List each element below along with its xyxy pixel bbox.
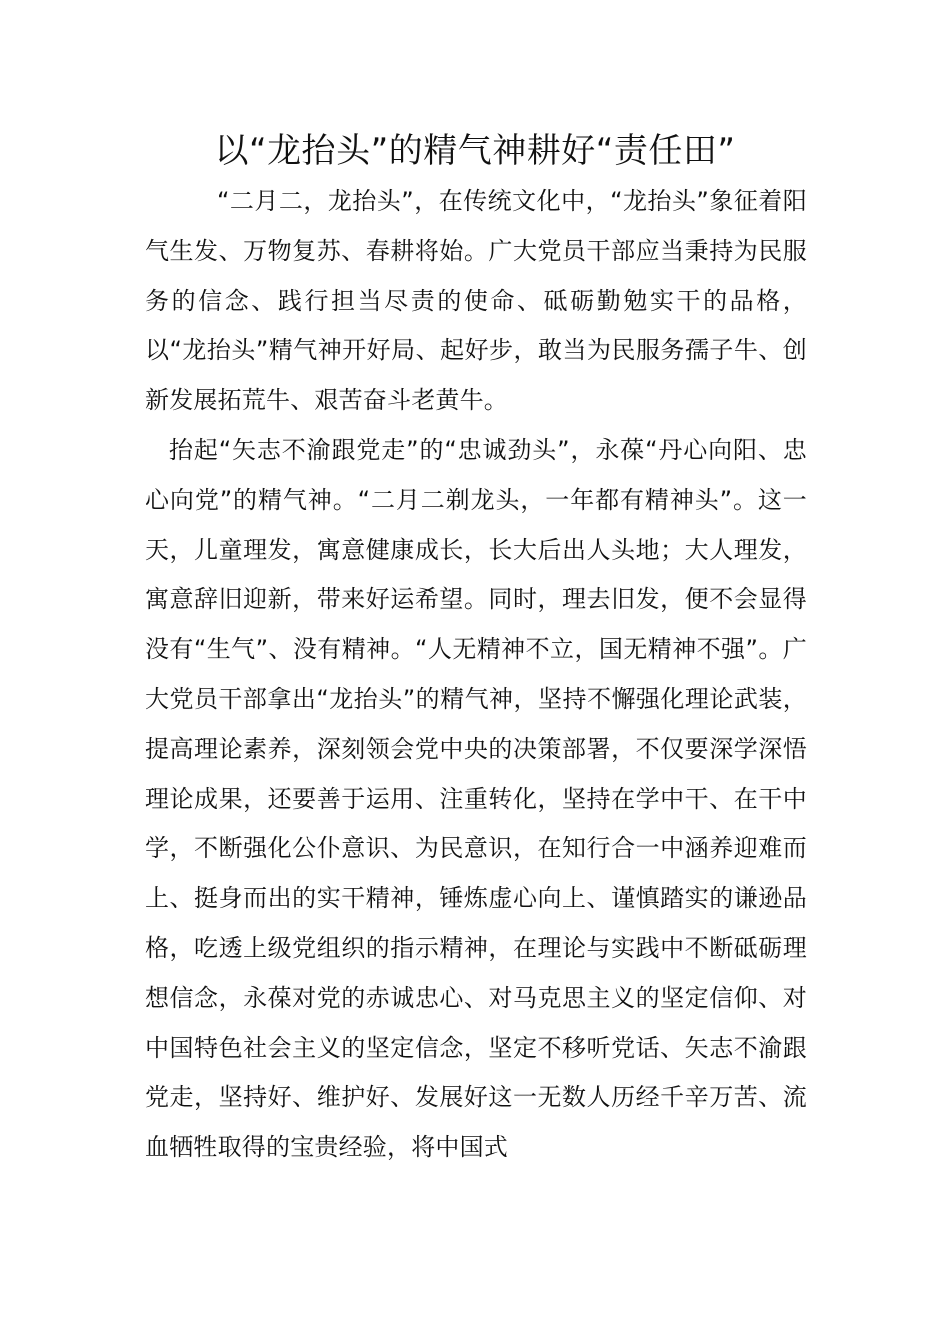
paragraph-2: 抬起“矢志不渝跟党走”的“忠诚劲头”，永葆“丹心向阳、忠心向党”的精气神。“二月二剃龙头，一年都有精神头”。这一天，儿童理发，寓意健康成长，长大后出人头地；大人理发，寓意辞旧迎新，带来好运希望。同时，理去旧发，便不会显得没有“生气”、没有精神。“人无精神不立，国无精神不强”。广大党员干部拿出“龙抬头”的精气神，坚持不懈强化理论武装，提高理论素养，深刻领会党中央的决策部署，不仅要深学深悟理论成果，还要善于运用、注重转化，坚持在学中干、在干中学，不断强化公仆意识、为民意识，在知行合一中涵养迎难而上、挺身而出的实干精神，锤炼虚心向上、谨慎踏实的谦逊品格，吃透上级党组织的指示精神，在理论与实践中不断砥砺理想信念，永葆对党的赤诚忠心、对马克思主义的坚定信仰、对中国特色社会主义的坚定信念，坚定不移听党话、矢志不渝跟党走，坚持好、维护好、发展好这一无数人历经千辛万苦、流血牺牲取得的宝贵经验，将中国式 [145,435,807,1162]
paragraph-1: “二月二，龙抬头”，在传统文化中，“龙抬头”象征着阳气生发、万物复苏、春耕将始。广大党员干部应当秉持为民服务的信念、践行担当尽责的使命、砥砺勤勉实干的品格，以“龙抬头”精气神开好局、起好步，敢当为民服务孺子牛、创新发展拓荒牛、艰苦奋斗老黄牛。 [145,187,807,415]
document-title: 以“龙抬头”的精气神耕好“责任田” [214,131,736,171]
document-body [145,177,807,1173]
